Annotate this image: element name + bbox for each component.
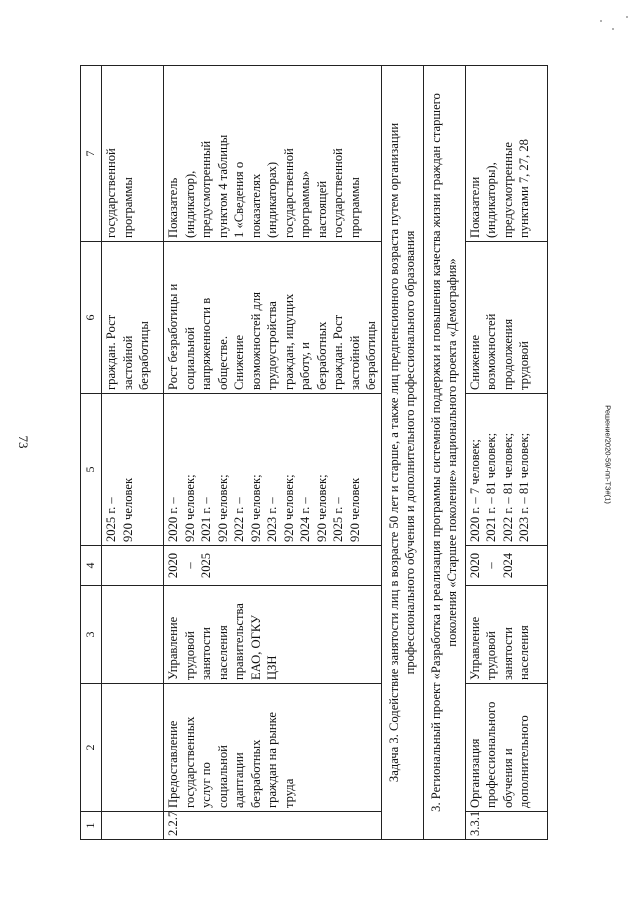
- cell-activity: [102, 684, 164, 812]
- header-cell: 6: [81, 242, 102, 394]
- table-row-3-3-1: [465, 66, 547, 840]
- cell-result: 2025 г. – 920 человек: [102, 394, 164, 546]
- cell-period: [102, 546, 164, 586]
- scan-speck: [600, 20, 602, 22]
- header-cell: 3: [81, 586, 102, 684]
- cell-executor: [102, 586, 164, 684]
- cell-period: 2020 – 2024: [465, 546, 547, 586]
- header-cell: 5: [81, 394, 102, 546]
- cell-number: [102, 812, 164, 840]
- cell-activity: Предоставление государственных услуг по социальной адаптации безработных граждан на рынке труда: [164, 684, 382, 812]
- header-cell: 7: [81, 66, 102, 242]
- cell-consequences: Рост безработицы и социальной напряженности в обществе. Снижение возможностей для трудоустройства граждан, ищущих работу, и безработных граждан. Рост застойной безработицы: [164, 242, 382, 394]
- cell-result: 2020 г. – 7 человек; 2021 г. – 81 человек; 2022 г. – 81 человек; 2023 г. – 81 человек;: [465, 394, 547, 546]
- project-3-row: [423, 66, 465, 840]
- cell-result: 2020 г. – 920 человек; 2021 г. – 920 человек; 2022 г. – 920 человек; 2023 г. – 920 человек; 2024 г. – 920 человек; 2025 г. – 920 человек: [164, 394, 382, 546]
- cell-indicator: государственной программы: [102, 66, 164, 242]
- header-cell: 4: [81, 546, 102, 586]
- document-footer-code: Решение/2020-59/-пп-ТЗ#(1): [603, 405, 613, 504]
- task-3-row: [381, 66, 423, 840]
- table-row-continued: [102, 66, 164, 840]
- scan-speck: [612, 28, 614, 30]
- regional-project-3-heading: 3. Региональный проект «Разработка и реализация программы системной поддержки и повышения качества жизни граждан старшего поколения «Старшее поколение» национального проекта «Демография»: [423, 66, 465, 840]
- header-cell: 1: [81, 812, 102, 840]
- table-header-row: [81, 66, 102, 840]
- program-table: [80, 65, 548, 840]
- program-table-rotated: [80, 66, 531, 840]
- cell-consequences: граждан. Рост застойной безработицы: [102, 242, 164, 394]
- cell-number: 3.3.1: [465, 812, 547, 840]
- cell-indicator: Показатели (индикаторы), предусмотренные пунктами 7, 27, 28: [465, 66, 547, 242]
- task-3-heading: Задача 3. Содействие занятости лиц в возрасте 50 лет и старше, а также лиц предпенсионного возраста путем организации профессионального обучения и дополнительного профессионального образования: [381, 66, 423, 840]
- cell-period: 2020 – 2025: [164, 546, 382, 586]
- cell-activity: Организация профессионального обучения и дополнительного: [465, 684, 547, 812]
- header-cell: 2: [81, 684, 102, 812]
- cell-indicator: Показатель (индикатор), предусмотренный пунктом 4 таблицы 1 «Сведения о показателях (индикаторах) государственной программы» настоящей государственной программы: [164, 66, 382, 242]
- scan-speck: [626, 16, 628, 18]
- cell-consequences: Снижение возможностей продолжения трудовой: [465, 242, 547, 394]
- cell-executor: Управление трудовой занятости населения правительства ЕАО, ОГКУ ЦЗН: [164, 586, 382, 684]
- page-number: 73: [16, 435, 31, 449]
- table-row-2-2-7: [164, 66, 382, 840]
- cell-number: 2.2.7: [164, 812, 382, 840]
- cell-executor: Управление трудовой занятости населения: [465, 586, 547, 684]
